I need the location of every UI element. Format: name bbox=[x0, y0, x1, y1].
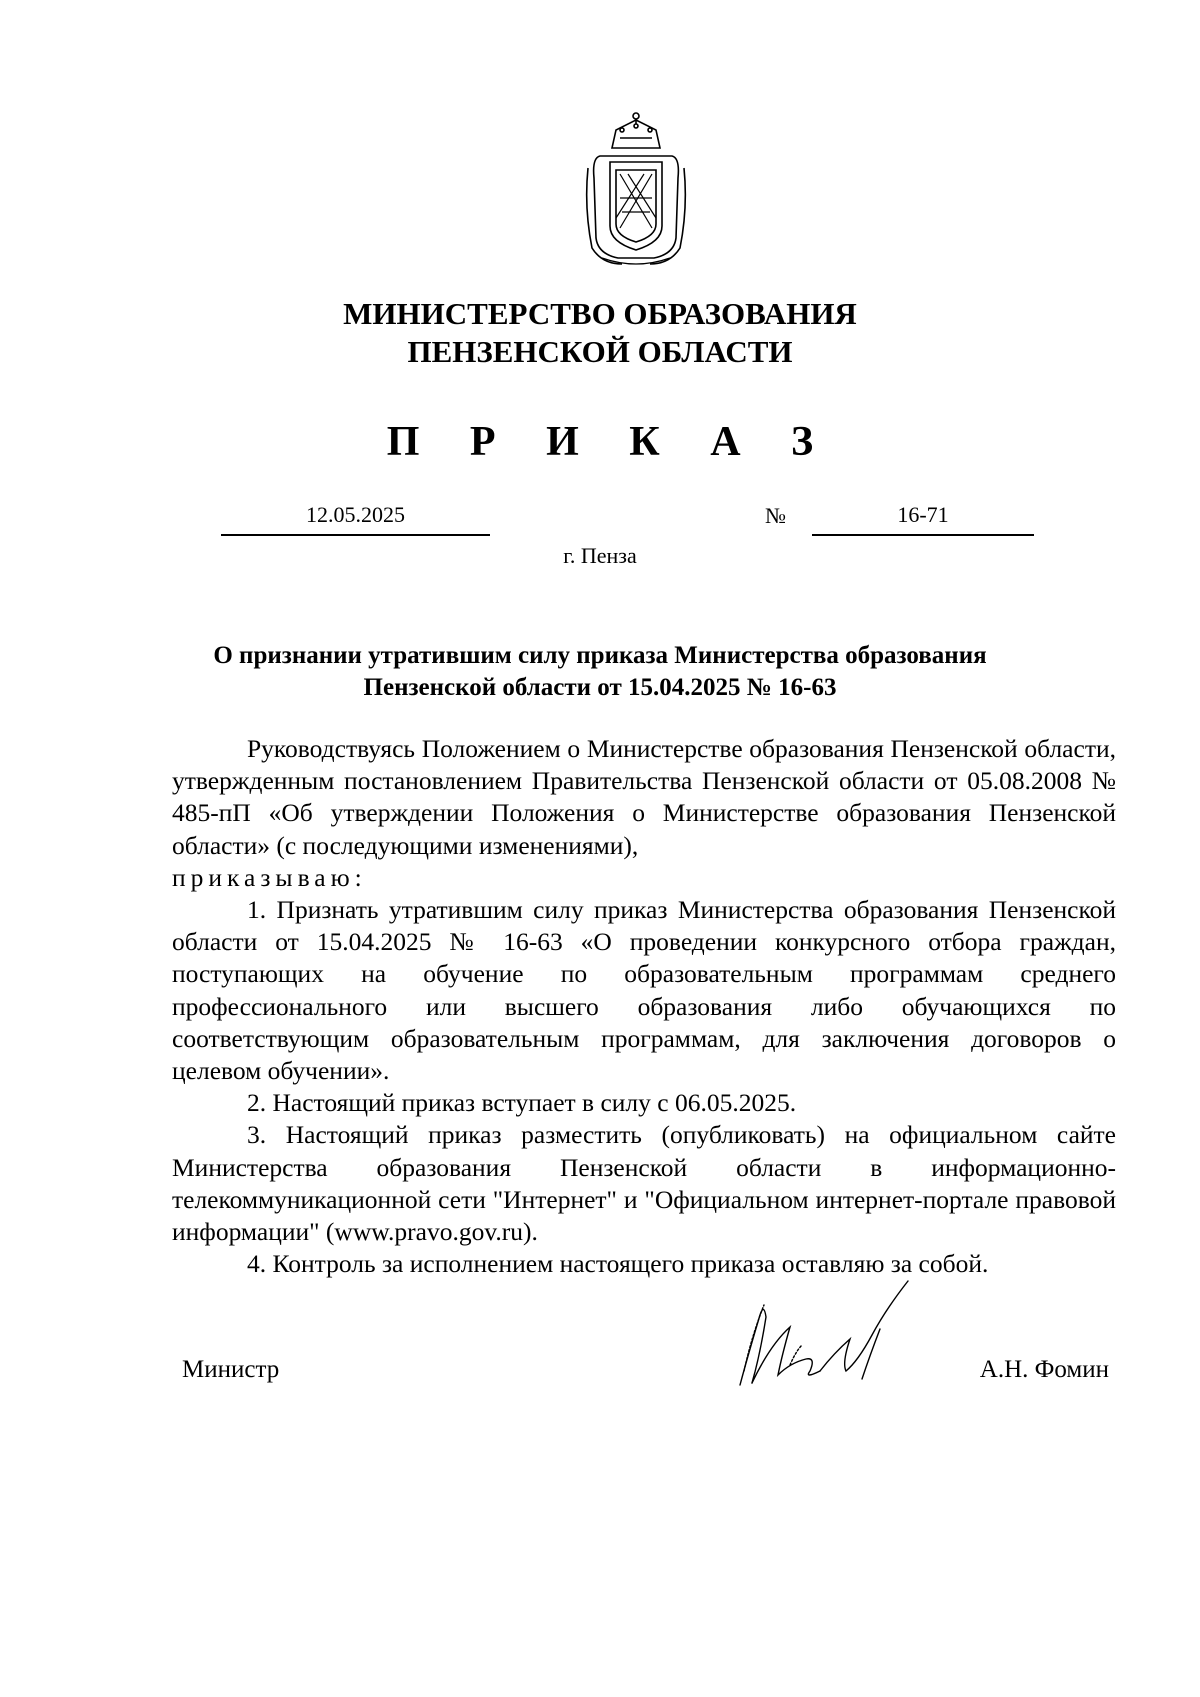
item-2: 2. Настоящий приказ вступает в силу с 06.05.2025. bbox=[247, 1088, 797, 1118]
item-3: 3. Настоящий приказ разместить (опубликовать) на официальном сайте Министерства образования Пензенской области в информационно-телекоммуникационной сети "Интернет" и "Официальном интернет-портале правовой информации" (www.pravo.gov.ru). bbox=[172, 1120, 1116, 1247]
item-4: 4. Контроль за исполнением настоящего приказа оставляю за собой. bbox=[247, 1249, 989, 1279]
order-number: 16-71 bbox=[812, 501, 1034, 536]
order-word: приказываю: bbox=[172, 862, 367, 892]
order-body bbox=[172, 733, 1116, 1280]
item-1: 1. Признать утратившим силу приказ Министерства образования Пензенской области от 15.04.2025 № 16-63 «О проведении конкурсного отбора граждан, поступающих на обучение по образовательным программам среднего профессионального или высшего образования либо обучающихся по соответствующим образовательным программам, для заключения договоров о целевом обучении». bbox=[172, 895, 1116, 1086]
document-type-title: П Р И К А З bbox=[386, 419, 834, 465]
ministry-name-line2: ПЕНЗЕНСКОЙ ОБЛАСТИ bbox=[407, 334, 793, 369]
number-sign: № bbox=[765, 503, 786, 528]
coat-of-arms-icon bbox=[582, 108, 690, 268]
ministry-name-line1: МИНИСТЕРСТВО ОБРАЗОВАНИЯ bbox=[343, 296, 857, 331]
subject-line2: Пензенской области от 15.04.2025 № 16-63 bbox=[363, 674, 837, 701]
city: г. Пенза bbox=[563, 543, 637, 568]
handwritten-signature-icon bbox=[730, 1275, 920, 1395]
order-date: 12.05.2025 bbox=[221, 501, 490, 536]
preamble: Руководствуясь Положением о Министерстве образования Пензенской области, утвержденным постановлением Правительства Пензенской области от 05.08.2008 № 485-пП «Об утверждении Положения о Министерстве образования Пензенской области» (с последующими изменениями), bbox=[172, 734, 1116, 860]
subject-line1: О признании утратившим силу приказа Министерства образования bbox=[213, 642, 987, 669]
signatory-position: Министр bbox=[182, 1356, 280, 1383]
signatory-name: А.Н. Фомин bbox=[979, 1356, 1109, 1383]
order-subject bbox=[150, 640, 1050, 704]
